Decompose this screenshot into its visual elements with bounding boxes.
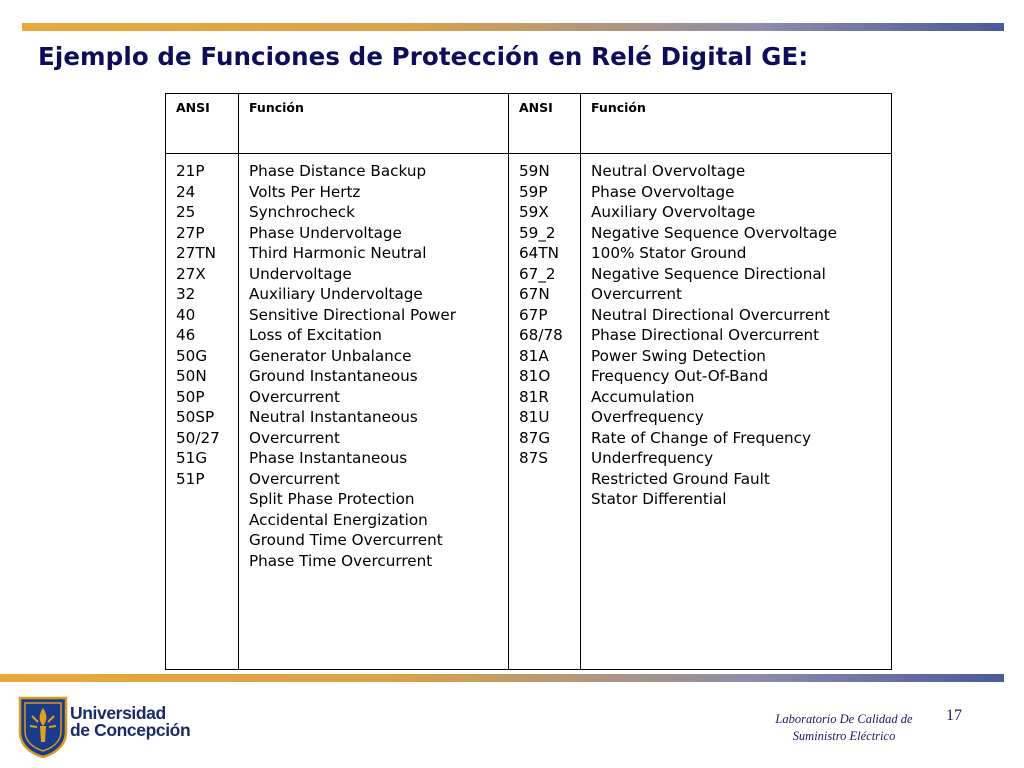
table-cell-line: Volts Per Hertz bbox=[249, 182, 361, 201]
table-cell-line: Neutral Directional Overcurrent bbox=[591, 305, 830, 324]
table-cell-line: Power Swing Detection bbox=[591, 346, 766, 365]
header-funcion-2: Función bbox=[581, 94, 892, 154]
table-cell-line: Rate of Change of Frequency bbox=[591, 428, 812, 447]
table-cell-line: 59N bbox=[519, 162, 550, 180]
table-cell-line: Phase Overvoltage bbox=[591, 182, 735, 201]
table-cell-line: 81R bbox=[519, 387, 549, 406]
table-header-row bbox=[166, 94, 892, 154]
lab-name bbox=[744, 711, 944, 745]
table-cell-line: 21P bbox=[176, 162, 205, 180]
table-cell-line: 50SP bbox=[176, 408, 215, 426]
functions-column-2 bbox=[581, 154, 892, 670]
table-cell-line: 51P bbox=[176, 469, 205, 488]
table-cell-line: Ground Time Overcurrent bbox=[249, 531, 443, 549]
table-cell-line: 59_2 bbox=[519, 223, 556, 242]
table-cell-line: 64TN bbox=[519, 244, 559, 262]
table-cell-line: 40 bbox=[176, 305, 196, 324]
table-cell-line: 67P bbox=[519, 305, 548, 324]
table-cell-line: Loss of Excitation bbox=[249, 326, 382, 344]
table-cell-line: Undervoltage bbox=[249, 264, 352, 283]
table-cell-line: Overcurrent bbox=[249, 387, 340, 406]
header-ansi-2: ANSI bbox=[509, 94, 581, 154]
table-cell-line: 27X bbox=[176, 264, 206, 283]
table-cell-line: Underfrequency bbox=[591, 449, 714, 467]
bottom-divider-bar bbox=[0, 674, 1004, 682]
table-cell-line: Negative Sequence Overvoltage bbox=[591, 223, 838, 242]
table-cell-line: Negative Sequence Directional bbox=[591, 264, 826, 283]
table-body-row bbox=[166, 154, 892, 670]
table-cell-line: Overfrequency bbox=[591, 408, 704, 426]
header-funcion-1: Función bbox=[239, 94, 509, 154]
table-cell-line: Auxiliary Undervoltage bbox=[249, 285, 423, 303]
ansi-codes-column-2 bbox=[509, 154, 581, 670]
ansi-codes-column-1 bbox=[166, 154, 239, 670]
table-cell-line: Accumulation bbox=[591, 387, 695, 406]
table-cell-line: Auxiliary Overvoltage bbox=[591, 203, 756, 221]
table-cell-line: Restricted Ground Fault bbox=[591, 469, 770, 488]
table-cell-line: Split Phase Protection bbox=[249, 490, 415, 508]
protection-functions-table bbox=[165, 93, 892, 670]
table-cell-line: Frequency Out-Of-Band bbox=[591, 367, 769, 385]
table-cell-line: 50N bbox=[176, 367, 207, 385]
table-cell-line: 81A bbox=[519, 346, 549, 365]
table-cell-line: Stator Differential bbox=[591, 490, 727, 508]
table-cell-line: 50G bbox=[176, 346, 208, 365]
table-cell-line: 51G bbox=[176, 449, 208, 467]
table-cell-line: Synchrocheck bbox=[249, 203, 355, 221]
table-cell-line: Overcurrent bbox=[591, 285, 682, 303]
table-cell-line: 81U bbox=[519, 408, 550, 426]
table-cell-line: 24 bbox=[176, 182, 196, 201]
table-cell-line: 32 bbox=[176, 285, 196, 303]
top-divider-bar bbox=[22, 23, 1004, 31]
functions-column-1 bbox=[239, 154, 509, 670]
table-cell-line: 59P bbox=[519, 182, 548, 201]
table-cell-line: 87S bbox=[519, 449, 548, 467]
table-cell-line: Phase Directional Overcurrent bbox=[591, 326, 820, 344]
university-name-line2: de Concepción bbox=[70, 720, 191, 740]
lab-name-line2: Suministro Eléctrico bbox=[792, 729, 896, 743]
table-cell-line: 50/27 bbox=[176, 428, 220, 447]
table-cell-line: 27P bbox=[176, 223, 205, 242]
table-cell-line: 87G bbox=[519, 428, 551, 447]
table-cell-line: 50P bbox=[176, 387, 205, 406]
table-cell-line: Overcurrent bbox=[249, 469, 340, 488]
table-cell-line: Sensitive Directional Power bbox=[249, 305, 456, 324]
table-cell-line: 27TN bbox=[176, 244, 216, 262]
university-name bbox=[70, 705, 190, 739]
table-cell-line: 59X bbox=[519, 203, 549, 221]
slide-title: Ejemplo de Funciones de Protección en Relé Digital GE: bbox=[38, 42, 809, 71]
table-cell-line: 67N bbox=[519, 285, 550, 303]
table-cell-line: Neutral Instantaneous bbox=[249, 408, 418, 426]
table-cell-line: Accidental Energization bbox=[249, 510, 428, 529]
table-cell-line: Generator Unbalance bbox=[249, 346, 412, 365]
table-cell-line: Third Harmonic Neutral bbox=[249, 244, 427, 262]
table-cell-line: Overcurrent bbox=[249, 428, 340, 447]
table-cell-line: 81O bbox=[519, 367, 551, 385]
table-cell-line: 100% Stator Ground bbox=[591, 244, 747, 262]
university-logo bbox=[18, 696, 68, 762]
page-number: 17 bbox=[946, 707, 962, 724]
table-cell-line: 68/78 bbox=[519, 326, 563, 344]
table-cell-line: Phase Undervoltage bbox=[249, 223, 402, 242]
table-cell-line: 67_2 bbox=[519, 264, 556, 283]
university-name-line1: Universidad bbox=[70, 703, 166, 723]
table-cell-line: Phase Distance Backup bbox=[249, 162, 427, 180]
table-cell-line: 25 bbox=[176, 203, 196, 221]
shield-icon bbox=[18, 696, 68, 758]
table-cell-line: Ground Instantaneous bbox=[249, 367, 418, 385]
lab-name-line1: Laboratorio De Calidad de bbox=[775, 712, 913, 726]
table-cell-line: Phase Instantaneous bbox=[249, 449, 408, 467]
table-cell-line: Neutral Overvoltage bbox=[591, 162, 746, 180]
table-cell-line: Phase Time Overcurrent bbox=[249, 551, 433, 570]
table-cell-line: 46 bbox=[176, 326, 196, 344]
header-ansi-1: ANSI bbox=[166, 94, 239, 154]
